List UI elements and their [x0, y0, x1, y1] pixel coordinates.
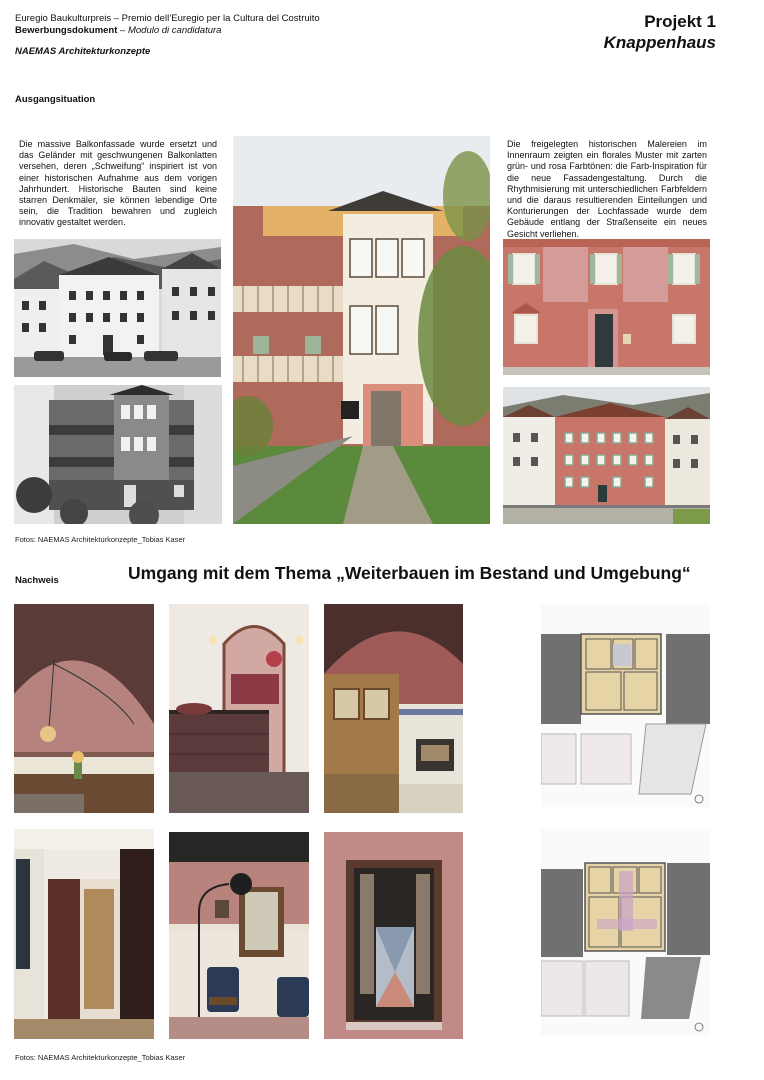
header-document-label: Bewerbungsdokument [15, 25, 118, 36]
photo-pink-facade-detail [503, 239, 710, 375]
photo-interior-doorway [324, 832, 463, 1039]
text-right-column: Die freigelegten historischen Malereien im Innenraum zeigten ein florales Muster mit zarten grün- und rosa Farbtönen: die Farb-Inspiration für die neue Fassadengestaltung. Durch die Rhythmisierung mit unterschiedlichen Farbfeldern und die daraus resultierenden Einteilungen und Konturierungen der Lochfassade wurde dem Gebäude entlang der Straßenseite ein neues Gesicht verliehen. [507, 139, 707, 239]
header-separator: – [117, 25, 128, 36]
office-name: NAEMAS Architekturkonzepte [15, 46, 151, 57]
photo-interior-kitchen-cabinet [324, 604, 463, 813]
project-title-block [604, 12, 716, 54]
theme-heading: Umgang mit dem Thema „Weiterbauen im Bestand und Umgebung“ [128, 563, 691, 583]
section-title-nachweis: Nachweis [15, 575, 59, 586]
photo-street-view [503, 387, 710, 524]
section-title-ausgangsituation: Ausgangsituation [15, 94, 96, 105]
project-name: Knappenhaus [603, 33, 716, 52]
photo-credit-bottom: Fotos: NAEMAS Architekturkonzepte_Tobias Kaser [15, 1053, 186, 1062]
photo-interior-corridor-curtain [14, 829, 154, 1039]
floorplan-ground-floor [541, 604, 710, 807]
photo-main-balcony-facade [233, 136, 490, 524]
photo-interior-vaulted-room [14, 604, 154, 813]
header-document-line [15, 25, 221, 37]
photo-credit-top: Fotos: NAEMAS Architekturkonzepte_Tobias Kaser [15, 535, 186, 544]
photo-interior-armchair-corner [169, 832, 309, 1039]
header-competition-line: Euregio Baukulturpreis – Premio dell’Euregio per la Cultura del Costruito [15, 13, 320, 24]
header-document-label-italian: Modulo di candidatura [127, 25, 222, 36]
text-left-column: Die massive Balkonfassade wurde ersetzt und das Geländer mit geschwungenen Balkonlatten versehen, deren „Schweifung“ inspiriert ist von einer historischen Aufnahme aus dem vorigen Jahrhundert. Historische Bauten sind keine starren Denkmäler, sie können lebendige Orte sein, die Tradition bewahren und zugleich innovativ gestaltet werden. [19, 139, 217, 228]
project-number: Projekt 1 [644, 12, 716, 31]
photo-historic-street [14, 239, 221, 377]
photo-interior-bathroom [169, 604, 309, 813]
photo-historic-balconies [14, 385, 222, 524]
floorplan-upper-floor [541, 829, 710, 1036]
